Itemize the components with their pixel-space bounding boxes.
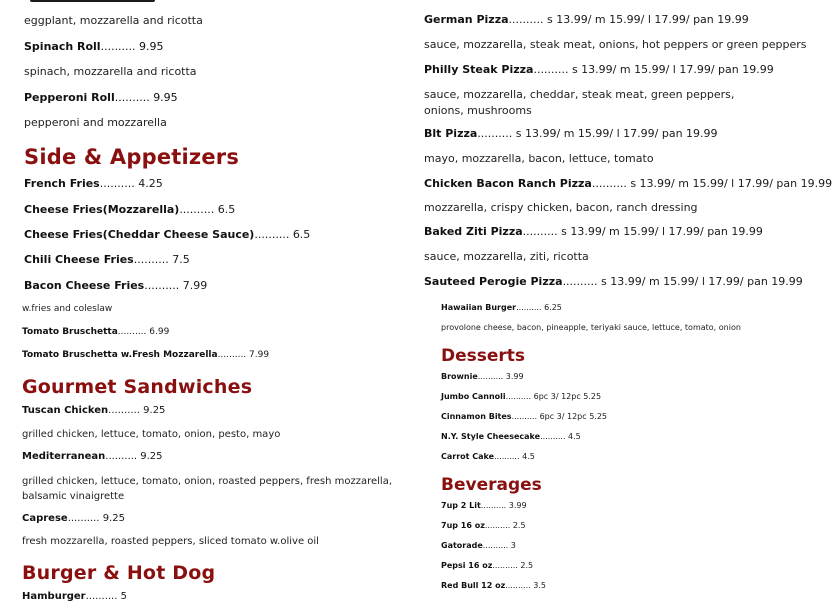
- item-price: 7.99: [249, 350, 270, 360]
- item-price: s 13.99/ m 15.99/ l 17.99/ pan 19.99: [571, 63, 774, 76]
- section-title-beverages: Beverages: [441, 475, 542, 495]
- item-name: Carrot Cake: [441, 452, 495, 461]
- item-price: 9.95: [139, 40, 164, 53]
- item-price: s 13.99/ m 15.99/ l 17.99/ pan 19.99: [515, 127, 718, 140]
- item-description: sauce, mozzarella, cheddar, steak meat, green peppers, onions, mushrooms: [424, 88, 735, 117]
- item-name: Sauteed Perogie Pizza: [424, 275, 563, 288]
- item-price: s 13.99/ m 15.99/ l 17.99/ pan 19.99: [561, 225, 763, 238]
- item-price: 6.5: [217, 203, 236, 216]
- menu-item-caprese: Caprese.......... 9.25: [22, 513, 125, 524]
- menu-item-red-bull-12-oz: Red Bull 12 oz.......... 3.5: [441, 581, 546, 590]
- item-price: 3: [510, 541, 516, 550]
- item-name: Gatorade: [441, 541, 483, 550]
- menu-item-philly-steak-pizza: Philly Steak Pizza.......... s 13.99/ m 15.99/ l 17.99/ pan 19.99: [424, 63, 774, 76]
- item-price: 7.5: [172, 253, 190, 266]
- section-title-desserts: Desserts: [441, 346, 526, 366]
- item-price: 4.5: [522, 452, 535, 461]
- menu-item-spinach-roll: Spinach Roll.......... 9.95: [24, 40, 164, 53]
- item-name: Hamburger: [22, 591, 86, 602]
- menu-item-jumbo-cannoli: Jumbo Cannoli.......... 6pc 3/ 12pc 5.25: [441, 392, 602, 401]
- menu-item-hawaiian-burger: Hawaiian Burger.......... 6.25: [441, 303, 562, 312]
- menu-item-cheese-fries-mozzarella: Cheese Fries(Mozzarella).......... 6.5: [24, 203, 236, 216]
- menu-item-gatorade: Gatorade.......... 3: [441, 541, 516, 550]
- item-name: Tomato Bruschetta w.Fresh Mozzarella: [22, 350, 218, 360]
- item-name: Jumbo Cannoli: [441, 392, 506, 401]
- menu-item-baked-ziti-pizza: Baked Ziti Pizza.......... s 13.99/ m 15.99/ l 17.99/ pan 19.99: [424, 225, 763, 238]
- menu-item-cheese-fries-cheddar: Cheese Fries(Cheddar Cheese Sauce).......... 6.5: [24, 228, 311, 241]
- item-price: 7.99: [182, 279, 208, 292]
- item-name: Philly Steak Pizza: [424, 63, 534, 76]
- item-name: German Pizza: [424, 13, 509, 26]
- item-price: 6pc 3/ 12pc 5.25: [533, 392, 602, 401]
- item-description: grilled chicken, lettuce, tomato, onion, roasted peppers, fresh mozzarella, balsamic vinaigrette: [22, 476, 392, 502]
- item-name: Hawaiian Burger: [441, 303, 517, 312]
- item-name: Red Bull 12 oz: [441, 581, 506, 590]
- item-price: 5: [120, 591, 127, 602]
- menu-item-ny-style-cheesecake: N.Y. Style Cheesecake.......... 4.5: [441, 432, 581, 441]
- menu-item-tuscan-chicken: Tuscan Chicken.......... 9.25: [22, 405, 166, 416]
- item-description: mozzarella, crispy chicken, bacon, ranch dressing: [424, 201, 698, 214]
- item-name: Brownie: [441, 372, 478, 381]
- menu-item-7up-16-oz: 7up 16 oz.......... 2.5: [441, 521, 526, 530]
- item-price: 6pc 3/ 12pc 5.25: [539, 412, 608, 421]
- item-price: 9.25: [143, 405, 166, 416]
- item-description: sauce, mozzarella, ziti, ricotta: [424, 250, 589, 263]
- item-price: 4.5: [568, 432, 581, 441]
- item-name: French Fries: [24, 177, 100, 190]
- item-price: 9.25: [102, 513, 125, 524]
- item-name: Blt Pizza: [424, 127, 478, 140]
- menu-item-cinnamon-bites: Cinnamon Bites.......... 6pc 3/ 12pc 5.25: [441, 412, 608, 421]
- item-price: 9.25: [140, 451, 163, 462]
- item-name: Pepperoni Roll: [24, 91, 115, 104]
- item-name: Chicken Bacon Ranch Pizza: [424, 177, 592, 190]
- item-price: 6.99: [149, 327, 170, 337]
- item-description: pepperoni and mozzarella: [24, 116, 167, 129]
- item-name: Spinach Roll: [24, 40, 101, 53]
- menu-item-carrot-cake: Carrot Cake.......... 4.5: [441, 452, 535, 461]
- item-description: spinach, mozzarella and ricotta: [24, 65, 197, 78]
- menu-item-hamburger: Hamburger.......... 5: [22, 591, 127, 602]
- item-description: mayo, mozzarella, bacon, lettuce, tomato: [424, 152, 654, 165]
- item-name: N.Y. Style Cheesecake: [441, 432, 541, 441]
- item-price: s 13.99/ m 15.99/ l 17.99/ pan 19.99: [630, 177, 832, 190]
- item-name: Tomato Bruschetta: [22, 327, 118, 337]
- item-description: provolone cheese, bacon, pineapple, teriyaki sauce, lettuce, tomato, onion: [441, 323, 741, 332]
- item-price: 4.25: [138, 177, 163, 190]
- item-name: Pepsi 16 oz: [441, 561, 493, 570]
- item-name: Baked Ziti Pizza: [424, 225, 523, 238]
- item-name: Tuscan Chicken: [22, 405, 109, 416]
- item-price: 9.95: [153, 91, 178, 104]
- item-name: Cheese Fries(Cheddar Cheese Sauce): [24, 228, 255, 241]
- item-name: Chili Cheese Fries: [24, 253, 134, 266]
- menu-item-tomato-bruschetta-mozzarella: Tomato Bruschetta w.Fresh Mozzarella.......... 7.99: [22, 350, 270, 360]
- item-price: 2.5: [520, 561, 534, 570]
- cut-off-header-bar: [30, 0, 155, 2]
- menu-item-brownie: Brownie.......... 3.99: [441, 372, 524, 381]
- section-title-burger-hot-dog: Burger & Hot Dog: [22, 562, 216, 584]
- item-price: 3.99: [505, 372, 524, 381]
- item-name: Caprese: [22, 513, 68, 524]
- item-price: 6.5: [292, 228, 311, 241]
- item-name: 7up 2 Lit: [441, 501, 481, 510]
- menu-item-blt-pizza: Blt Pizza.......... s 13.99/ m 15.99/ l 17.99/ pan 19.99: [424, 127, 718, 140]
- menu-item-7up-2-lit: 7up 2 Lit.......... 3.99: [441, 501, 527, 510]
- menu-item-pepsi-16-oz: Pepsi 16 oz.......... 2.5: [441, 561, 534, 570]
- item-name: Mediterranean: [22, 451, 106, 462]
- item-price: 3.99: [508, 501, 527, 510]
- item-name: 7up 16 oz: [441, 521, 485, 530]
- item-name: Cinnamon Bites: [441, 412, 512, 421]
- item-price: s 13.99/ m 15.99/ l 17.99/ pan 19.99: [601, 275, 803, 288]
- menu-item-pepperoni-roll: Pepperoni Roll.......... 9.95: [24, 91, 178, 104]
- item-description: w.fries and coleslaw: [22, 304, 113, 314]
- menu-item-french-fries: French Fries.......... 4.25: [24, 177, 163, 190]
- item-price: s 13.99/ m 15.99/ l 17.99/ pan 19.99: [547, 13, 749, 26]
- item-description: sauce, mozzarella, steak meat, onions, hot peppers or green peppers: [424, 38, 807, 51]
- item-description: fresh mozzarella, roasted peppers, sliced tomato w.olive oil: [22, 536, 319, 547]
- menu-item-bacon-cheese-fries: Bacon Cheese Fries.......... 7.99: [24, 279, 208, 292]
- item-name: Cheese Fries(Mozzarella): [24, 203, 180, 216]
- item-description: grilled chicken, lettuce, tomato, onion, pesto, mayo: [22, 429, 281, 440]
- menu-item-tomato-bruschetta: Tomato Bruschetta.......... 6.99: [22, 327, 170, 337]
- menu-item-chicken-bacon-ranch-pizza: Chicken Bacon Ranch Pizza.......... s 13.99/ m 15.99/ l 17.99/ pan 19.99: [424, 177, 832, 190]
- section-title-gourmet-sandwiches: Gourmet Sandwiches: [22, 376, 253, 398]
- item-price: 3.5: [533, 581, 546, 590]
- item-price: 6.25: [544, 303, 562, 312]
- item-name: Bacon Cheese Fries: [24, 279, 145, 292]
- eggplant-roll-description: eggplant, mozzarella and ricotta: [24, 14, 203, 27]
- menu-item-sauteed-perogie-pizza: Sauteed Perogie Pizza.......... s 13.99/ m 15.99/ l 17.99/ pan 19.99: [424, 275, 803, 288]
- menu-item-chili-cheese-fries: Chili Cheese Fries.......... 7.5: [24, 253, 190, 266]
- menu-item-mediterranean: Mediterranean.......... 9.25: [22, 451, 163, 462]
- menu-item-german-pizza: German Pizza.......... s 13.99/ m 15.99/ l 17.99/ pan 19.99: [424, 13, 749, 26]
- item-price: 2.5: [512, 521, 526, 530]
- section-title-side-appetizers: Side & Appetizers: [24, 145, 240, 169]
